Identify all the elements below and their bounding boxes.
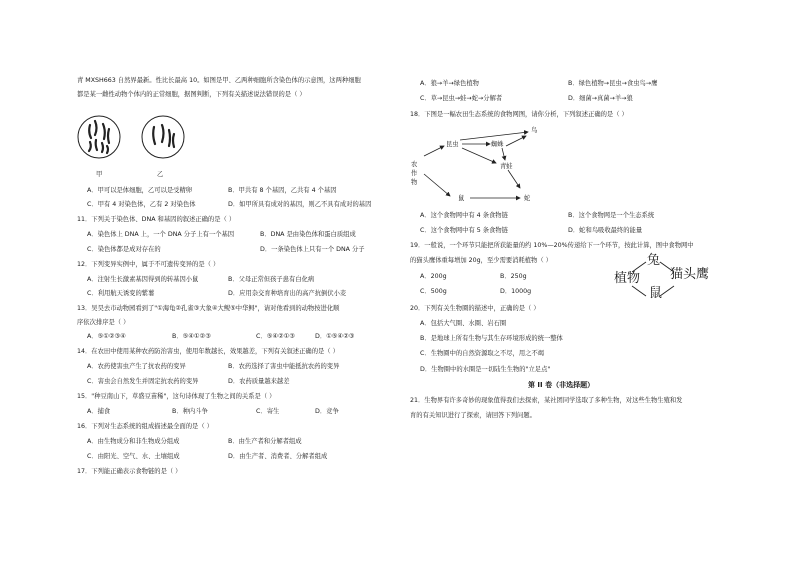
q20-option-c: C．生物圈中的自然资源取之不尽，用之不竭 xyxy=(420,350,545,357)
q12-option-a: A．注射生长激素基因得到的转基因小鼠 xyxy=(87,276,199,283)
q14-option-a: A．农药使害虫产生了抗农药的变异 xyxy=(87,363,186,370)
q16-option-b: B．由生产者和分解者组成 xyxy=(228,438,302,445)
web1-node-snake: 蛇 xyxy=(524,195,531,202)
web2-node-plant: 植物 xyxy=(614,271,641,286)
q16-option-a: A．由生物成分和非生物成分组成 xyxy=(87,438,180,445)
q15-option-d: D．竞争 xyxy=(315,408,339,415)
q13-option-b: B．⑤④①②③ xyxy=(172,333,211,340)
q13-option-a: A．⑤①②③④ xyxy=(87,333,126,340)
q19-option-a: A．200g xyxy=(420,273,447,280)
q13-option-d: D．①⑤④②③ xyxy=(315,333,355,340)
q17-option-d: D．细菌→真菌→羊→狼 xyxy=(568,95,633,102)
farmland-food-web-diagram xyxy=(410,122,570,206)
q16-option-c: C．由阳光、空气、水、土壤组成 xyxy=(87,453,180,460)
q18-option-d: D．蛇和鸟吸收最终的能量 xyxy=(568,227,643,234)
question-19-line2: 的猫头鹰体重每增加 20g，至少需要消耗植物（ ） xyxy=(410,257,552,264)
web1-node-spider: 蜘蛛 xyxy=(491,141,504,148)
question-14: 14．在农田中使用某种农药防治害虫，使用年数越长，效果越差，下列有关叙述正确的是（ ） xyxy=(77,348,339,355)
q15-option-c: C．寄生 xyxy=(256,408,280,415)
cell-label-yi: 乙 xyxy=(157,171,164,178)
q10-option-b: B．甲共有 8 个基因，乙共有 4 个基因 xyxy=(228,187,337,194)
web1-node-crops: 农作物 xyxy=(411,161,418,186)
section-title: 第 II 卷（非选择题） xyxy=(528,381,595,389)
question-21-line2: 育的有关知识进行了探索，请回答下列问题。 xyxy=(410,412,536,419)
q10-option-a: A．甲可以是体细胞，乙可以是受精卵 xyxy=(87,187,193,194)
question-13-line1: 13．吴昊去市动物园看到了"①海龟②孔雀③大象④大鲵⑤中华鲟"，请对他看到的动物按进化顺 xyxy=(77,305,340,312)
q18-option-a: A．这个食物网中有 4 条食物链 xyxy=(420,212,508,219)
q11-option-a: A．染色体上 DNA 上，一个 DNA 分子上有一个基因 xyxy=(87,231,235,238)
q13-option-c: C．⑤④②①③ xyxy=(256,333,295,340)
question-17: 17．下列能正确表示食物链的是（ ） xyxy=(77,468,182,475)
q17-option-a: A．狼→羊→绿色植物 xyxy=(420,80,479,87)
q10-option-c: C．甲有 4 对染色体，乙有 2 对染色体 xyxy=(87,201,196,208)
q12-option-b: B．父母正常但孩子患有白化病 xyxy=(228,276,315,283)
q19-option-c: C．500g xyxy=(420,288,447,295)
question-10-intro-line2: 都是某一雌性动物个体内的正常细胞，据图判断，下列有关描述说法错误的是（ ） xyxy=(77,91,306,98)
q19-option-d: D．1000g xyxy=(500,288,532,295)
q11-option-b: B．DNA 是由染色体和蛋白质组成 xyxy=(260,231,356,238)
q14-option-b: B．农药选择了害虫中能抵抗农药的变异 xyxy=(228,363,340,370)
q18-option-c: C．这个食物网中有 5 条食物链 xyxy=(420,227,508,234)
question-20: 20．下列有关生物圈的描述中，正确的是（ ） xyxy=(410,305,540,312)
q10-option-d: D．如甲所具有成对的基因，则乙不具有成对的基因 xyxy=(228,201,372,208)
web2-node-owl: 猫头鹰 xyxy=(670,267,710,282)
web1-node-bird: 鸟 xyxy=(531,127,538,134)
question-18: 18．下图是一幅农田生态系统的食物网图，请你分析，下列叙述正确的是（ ） xyxy=(410,111,628,118)
q12-option-c: C．利用航天诱变的紫薯 xyxy=(87,290,155,297)
q15-option-b: B．种内斗争 xyxy=(172,408,208,415)
question-19-line1: 19．一般说，一个环节只能把所获能量的约 10%—20%传递给下一个环节，按此计算，图中食物网中 xyxy=(410,242,694,249)
question-16: 16．下列对生态系统的组成描述最全面的是（ ） xyxy=(77,423,213,430)
q11-option-c: C．染色体都是成对存在的 xyxy=(87,246,161,253)
web1-node-frog: 青蛙 xyxy=(500,163,513,170)
question-13-line2: 序依次排序是（ ） xyxy=(77,319,130,326)
q20-option-a: A．包括大气圈、水圈、岩石圈 xyxy=(420,320,507,327)
web1-node-insect: 昆虫 xyxy=(446,141,459,148)
q17-option-c: C．草→昆虫→蛙→蛇→分解者 xyxy=(420,95,503,102)
q12-option-d: D．应用杂交育种培育出的高产抗倒伏小麦 xyxy=(228,290,347,297)
cell-label-jia: 甲 xyxy=(96,171,103,178)
q19-option-b: B．250g xyxy=(500,273,527,280)
web2-node-rabbit: 兔 xyxy=(647,253,661,268)
q14-option-c: C．害虫会自然发生并固定抗农药的变异 xyxy=(87,378,199,385)
question-21-line1: 21．生物界有许多奇妙的现象值得我们去探索，某社团同学选取了多种生物，对这些生物生殖和发 xyxy=(410,397,683,404)
question-15: 15．"种豆南山下，草盛豆苗稀"，这句诗体现了生物之间的关系是（ ） xyxy=(77,393,276,400)
web2-node-mouse: 鼠 xyxy=(649,286,663,301)
q14-option-d: D．农药质量越来越差 xyxy=(228,378,290,385)
q20-option-d: D．生物圈中的水圈是一切陆生生物的"立足点" xyxy=(420,366,551,373)
q20-option-b: B．是地球上所有生物与其生存环境形成的统一整体 xyxy=(420,335,563,342)
q17-option-b: B．绿色植物→昆虫→食虫鸟→鹰 xyxy=(568,80,658,87)
question-12: 12．下列变异实例中，属于不可遗传变异的是（ ） xyxy=(77,261,220,268)
q16-option-d: D．由生产者、消费者、分解者组成 xyxy=(228,453,328,460)
q11-option-d: D．一条染色体上只有一个 DNA 分子 xyxy=(260,246,365,253)
question-10-intro-line1: 青 MXSH663 自然界最新。性比长最高 10。如图是甲、乙两种细胞所含染色体的示意图，这两种细胞 xyxy=(77,77,361,84)
q18-option-b: B．这个食物网是一个生态系统 xyxy=(568,212,655,219)
chromosome-cells-diagram xyxy=(76,108,196,170)
q15-option-a: A．捕食 xyxy=(87,408,111,415)
question-11: 11．下列关于染色体、DNA 和基因的叙述正确的是（ ） xyxy=(77,216,236,223)
web1-node-mouse: 鼠 xyxy=(458,195,465,202)
